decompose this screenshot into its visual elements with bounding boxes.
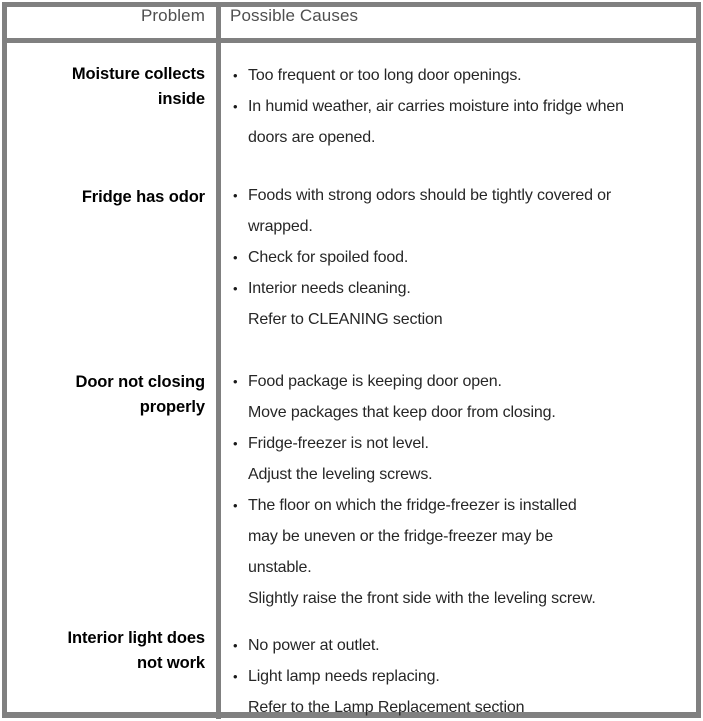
bullet-icon: • [233, 669, 238, 684]
possible-causes-list [230, 630, 695, 721]
cause-text-line: Refer to the Lamp Replacement section [248, 699, 525, 716]
bullet-icon: • [233, 188, 238, 203]
possible-causes-list [230, 180, 695, 335]
cause-text-line: Adjust the leveling screws. [248, 466, 433, 483]
cause-text-line: Food package is keeping door open. [248, 373, 502, 390]
bullet-icon: • [233, 374, 238, 389]
cause-text-line: may be uneven or the fridge-freezer may be [248, 528, 553, 545]
problem-label [0, 62, 205, 112]
problem-label [0, 370, 205, 420]
bullet-icon: • [233, 250, 238, 265]
cause-list-item [230, 428, 695, 490]
problem-label [0, 185, 205, 210]
problem-label [0, 626, 205, 676]
cause-text-line: Slightly raise the front side with the leveling screw. [248, 590, 596, 607]
problem-label-line: not work [137, 654, 205, 672]
column-header-possible-causes: Possible Causes [230, 6, 359, 25]
bullet-icon: • [233, 68, 238, 83]
cause-text-line: Interior needs cleaning. [248, 280, 411, 297]
table-header-row [0, 0, 703, 38]
problem-label-line: Moisture collects [71, 65, 205, 83]
cause-text-line: wrapped. [248, 218, 313, 235]
cause-list-item [230, 273, 695, 335]
possible-causes-list [230, 60, 695, 153]
problem-label-line: Interior light does [67, 629, 205, 647]
cause-list-item [230, 490, 695, 614]
problem-label-line: properly [139, 398, 205, 416]
cause-text-line: In humid weather, air carries moisture into fridge when [248, 98, 624, 115]
bullet-icon: • [233, 638, 238, 653]
cause-list-item [230, 60, 695, 91]
problem-label-line: inside [157, 90, 205, 108]
column-divider-rule [216, 2, 221, 719]
cause-text-line: Light lamp needs replacing. [248, 668, 440, 685]
cause-text-line: Too frequent or too long door openings. [248, 67, 522, 84]
cause-list-item [230, 180, 695, 242]
bullet-icon: • [233, 99, 238, 114]
cause-text-line: unstable. [248, 559, 312, 576]
problem-label-line: Door not closing [75, 373, 205, 391]
cause-text-line: No power at outlet. [248, 637, 380, 654]
bullet-icon: • [233, 436, 238, 451]
cause-text-line: doors are opened. [248, 129, 376, 146]
cause-text-line: The floor on which the fridge-freezer is installed [248, 497, 577, 514]
cause-list-item [230, 661, 695, 721]
cause-list-item [230, 242, 695, 273]
cause-list-item [230, 91, 695, 153]
cause-list-item [230, 366, 695, 428]
cause-text-line: Foods with strong odors should be tightly covered or [248, 187, 612, 204]
problem-label-line: Fridge has odor [81, 188, 205, 206]
cause-text-line: Refer to CLEANING section [248, 311, 443, 328]
cause-text-line: Check for spoiled food. [248, 249, 409, 266]
header-divider-rule [2, 38, 701, 43]
cause-list-item [230, 630, 695, 661]
bullet-icon: • [233, 498, 238, 513]
bullet-icon: • [233, 281, 238, 296]
cause-text-line: Move packages that keep door from closing. [248, 404, 556, 421]
cause-text-line: Fridge-freezer is not level. [248, 435, 429, 452]
column-header-problem: Problem [140, 6, 205, 25]
possible-causes-list [230, 366, 695, 614]
